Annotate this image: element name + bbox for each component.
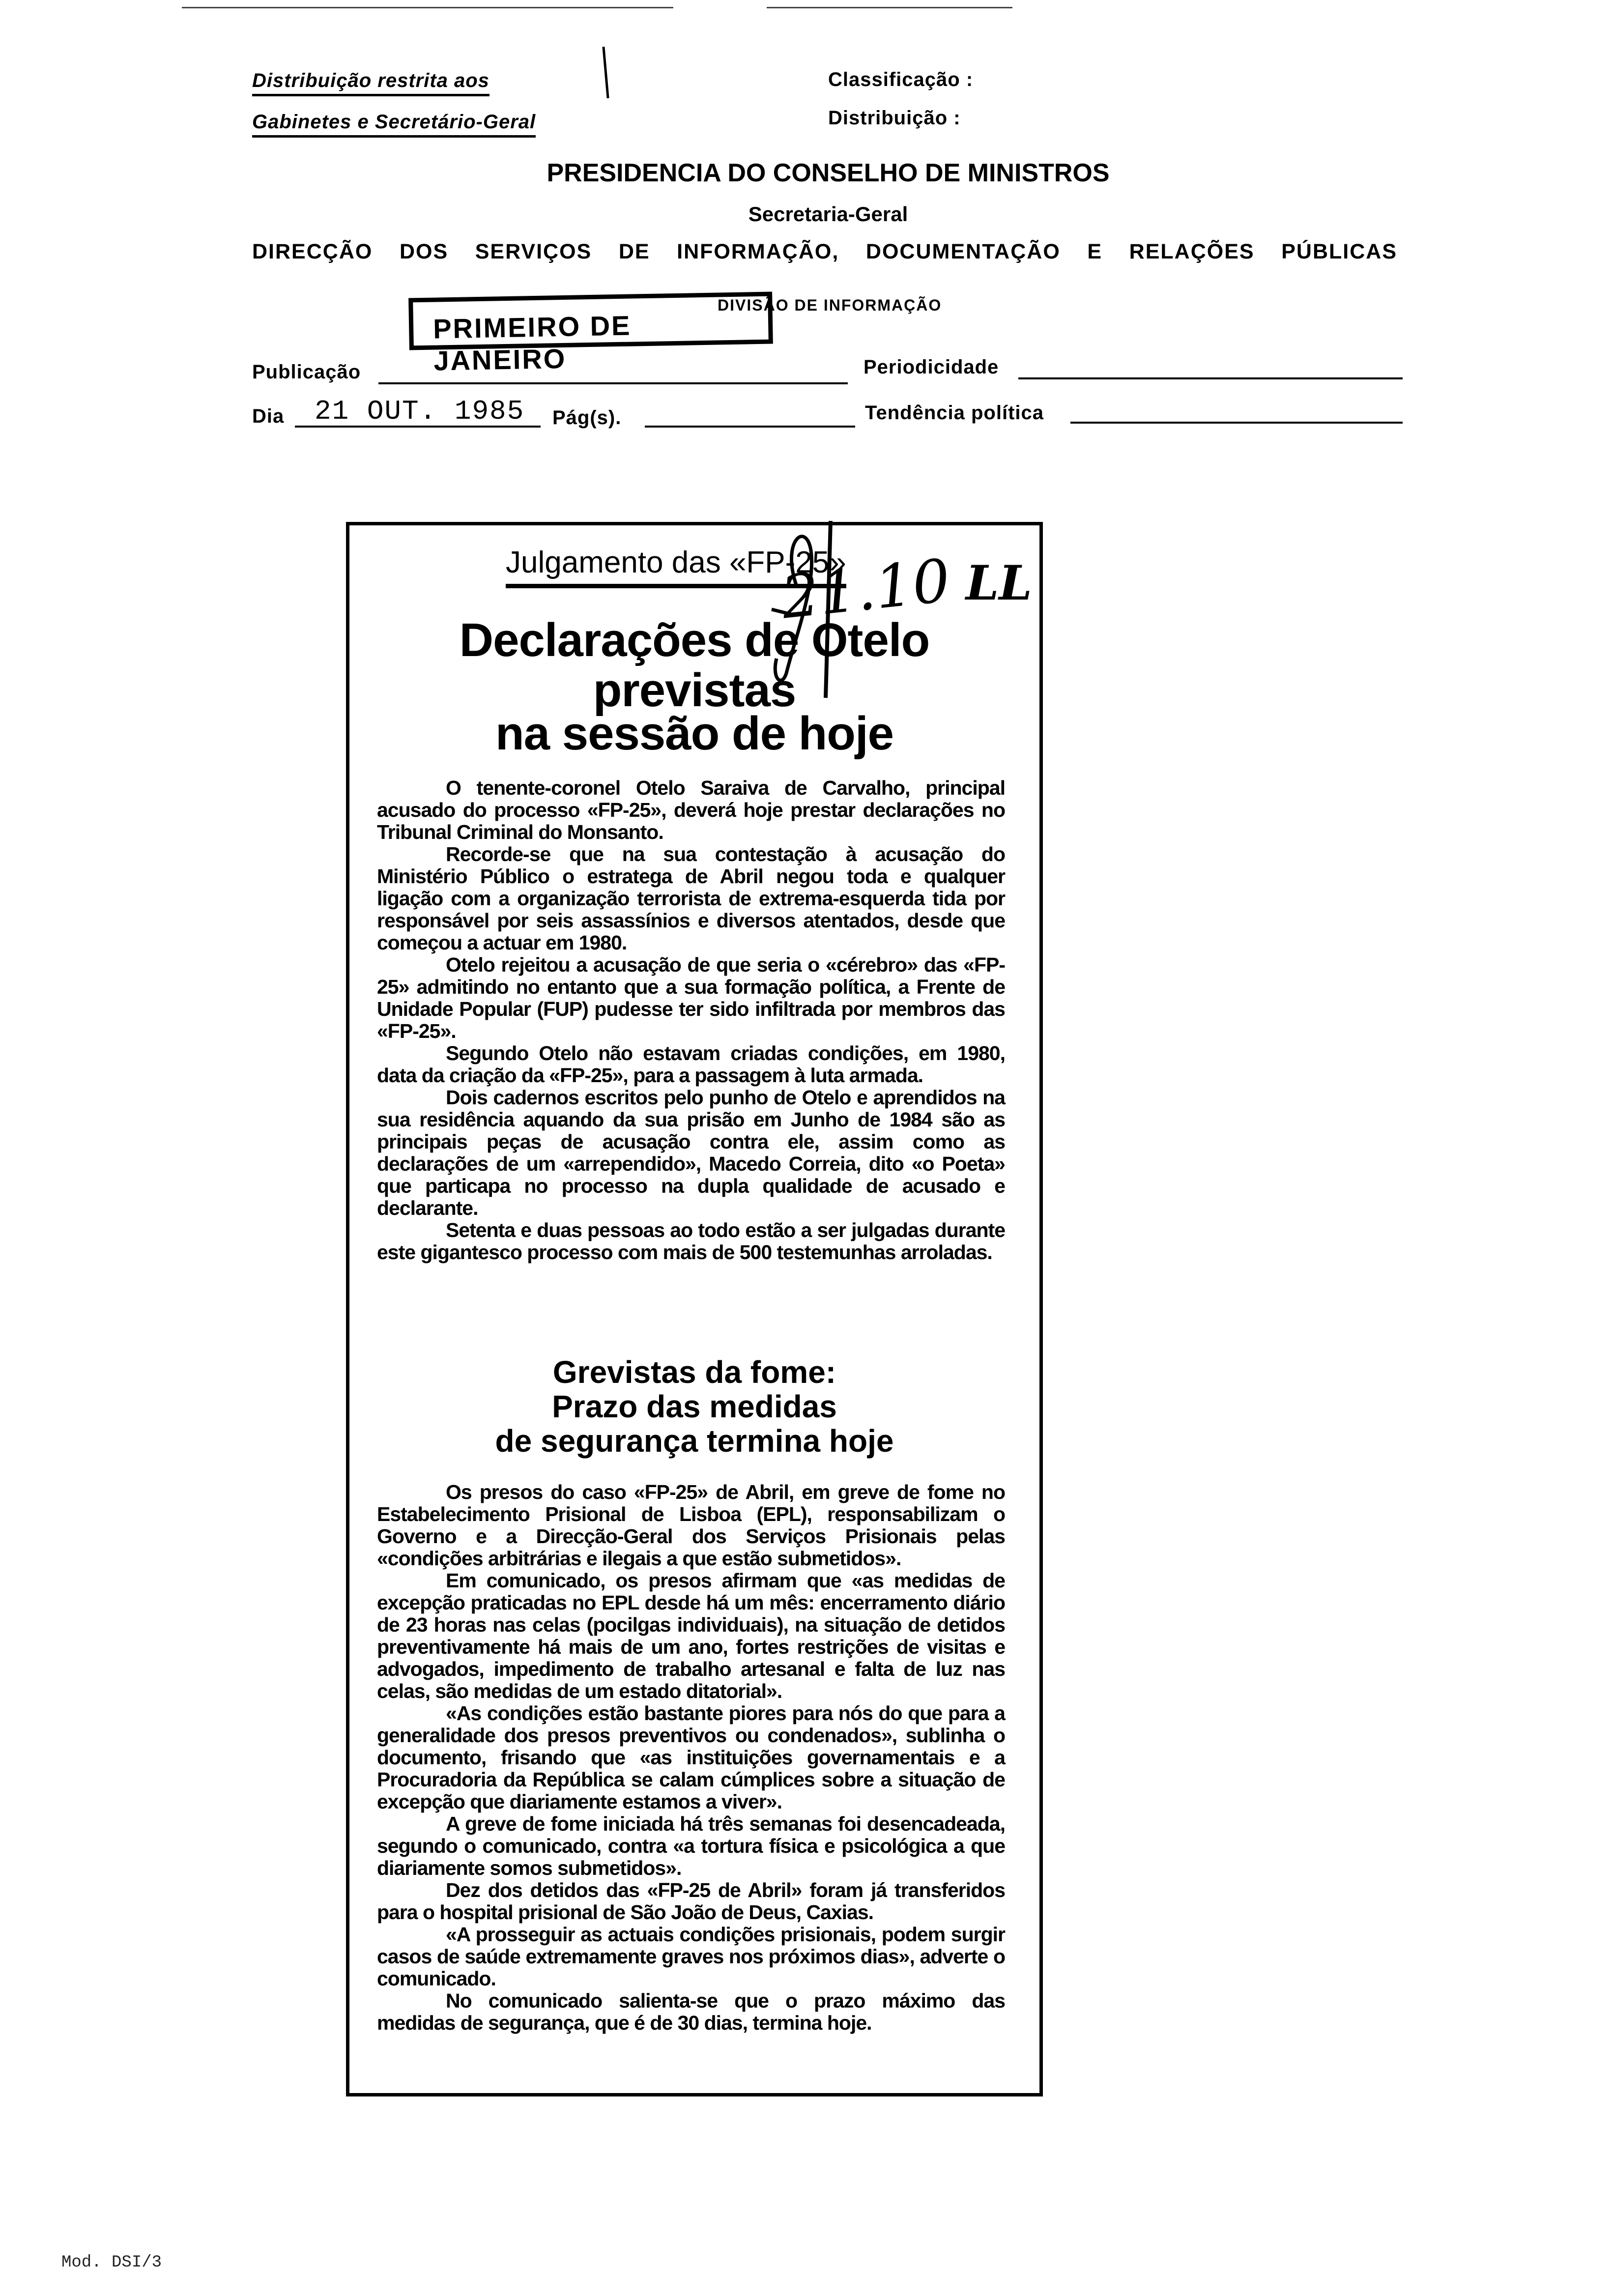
article-body (377, 777, 1005, 1263)
directorate-title: DIRECÇÃO DOS SERVIÇOS DE INFORMAÇÃO, DOCUMENTAÇÃO E RELAÇÕES PÚBLICAS (252, 240, 1397, 263)
paragraph: No comunicado salienta-se que o prazo máximo das medidas de segurança, que é de 30 dias, termina hoje. (377, 1989, 1005, 2034)
article-kicker: Julgamento das «FP-25» (506, 545, 846, 588)
subheadline-line3: de segurança termina hoje (495, 1423, 894, 1459)
day-date-stamp: 21 OUT. 1985 (315, 396, 525, 427)
paragraph: Dez dos detidos das «FP-25 de Abril» foram já transferidos para o hospital prisional de São João de Deus, Caxias. (377, 1879, 1005, 1923)
newspaper-clipping (346, 522, 1043, 2096)
scan-rule (182, 7, 673, 8)
paragraph: Recorde-se que na sua contestação à acusação do Ministério Público o estratega de Abril negou toda e qualquer ligação com a organização terrorista de extrema-esquerda tida por responsável por seis assassínios e diversos atentados, desde que começou a actuar em 1980. (377, 843, 1005, 954)
paragraph: Os presos do caso «FP-25» de Abril, em greve de fome no Estabelecimento Prisional de Lisboa (EPL), responsabilizam o Governo e a Direcção-Geral dos Serviços Prisionais pelas «condições arbitrárias e ilegais a que estão submetidos». (377, 1481, 1005, 1570)
paragraph: Otelo rejeitou a acusação de que seria o «cérebro» das «FP-25» admitindo no entanto que a sua formação política, a Frente de Unidade Popular (FUP) pudesse ter sido infiltrada por membros das «FP-25». (377, 953, 1005, 1042)
paragraph: «As condições estão bastante piores para nós do que para a generalidade dos presos preventivos ou condenados», sublinha o documento, frisando que «as instituições governamentais e a Procuradoria da República se calam cúmplices sobre a situação de excepção que diariamente estamos a viver». (377, 1702, 1005, 1813)
pages-label: Pág(s). (552, 407, 622, 429)
periodicity-field[interactable] (1018, 377, 1403, 379)
article-headline-line2: previstas (593, 664, 796, 717)
article-headline-line3: na sessão de hoje (495, 707, 893, 760)
distribution-label: Distribuição : (828, 107, 961, 129)
day-label: Dia (252, 405, 285, 427)
paragraph: Dois cadernos escritos pelo punho de Otelo e aprendidos na sua residência aquando da sua prisão em Junho de 1984 são as principais peças de acusação contra ele, assim como as declarações de um «arrependido», Macedo Correia, dito «o Poeta» que particapa no processo na dupla qualidade de acusado e declarante. (377, 1086, 1005, 1219)
publication-field[interactable] (378, 382, 848, 384)
subheadline-line1: Grevistas da fome: (552, 1354, 836, 1390)
classification-label: Classificação : (828, 69, 974, 90)
handwritten-initials: LL (966, 555, 1032, 611)
scan-rule (767, 7, 1012, 8)
pen-stroke (602, 47, 609, 98)
political-tendency-field[interactable] (1070, 422, 1403, 424)
periodicity-label: Periodicidade (864, 356, 999, 378)
form-code: Mod. DSI/3 (61, 2253, 162, 2272)
paragraph: «A prosseguir as actuais condições prisionais, podem surgir casos de saúde extremamente graves nos próximos dias», adverte o comunicado. (377, 1923, 1005, 1990)
publication-label: Publicação (252, 361, 361, 383)
pages-field[interactable] (645, 426, 855, 428)
paragraph: A greve de fome iniciada há três semanas foi desencadeada, segundo o comunicado, contra «a tortura física e psicológica a que diariamente somos submetidos». (377, 1812, 1005, 1879)
article-body-2 (377, 1481, 1005, 2034)
division-label: DIVISÃO DE INFORMAÇÃO (718, 296, 942, 314)
secretariat-title: Secretaria-Geral (748, 202, 908, 226)
paragraph: Em comunicado, os presos afirmam que «as medidas de excepção praticadas no EPL desde há um mês: encerramento diário de 23 horas nas celas (pocilgas individuais), na situação de detidos preventivamente há mais de um ano, fortes restrições de visitas e advogados, impedimento de trabalho artesanal e falta de luz nas celas, são medidas de um estado ditatorial». (377, 1569, 1005, 1702)
publication-stamp-text: PRIMEIRO DE JANEIRO (432, 310, 632, 376)
subheadline-line2: Prazo das medidas (552, 1389, 837, 1424)
handwritten-date: 21.10 (778, 546, 953, 632)
political-tendency-label: Tendência política (865, 402, 1044, 424)
paragraph: O tenente-coronel Otelo Saraiva de Carvalho, principal acusado do processo «FP-25», deverá hoje prestar declarações no Tribunal Criminal do Monsanto. (377, 776, 1005, 843)
distribution-restriction-line1: Distribuição restrita aos (252, 70, 489, 96)
paragraph: Segundo Otelo não estavam criadas condições, em 1980, data da criação da «FP-25», para a passagem à luta armada. (377, 1042, 1005, 1087)
article-headline-line1: Declarações de Otelo (459, 614, 930, 666)
distribution-restriction-line2: Gabinetes e Secretário-Geral (252, 111, 536, 138)
paragraph: Setenta e duas pessoas ao todo estão a ser julgadas durante este gigantesco processo com mais de 500 testemunhas arroladas. (377, 1219, 1005, 1263)
ministry-title: PRESIDENCIA DO CONSELHO DE MINISTROS (547, 159, 1110, 187)
